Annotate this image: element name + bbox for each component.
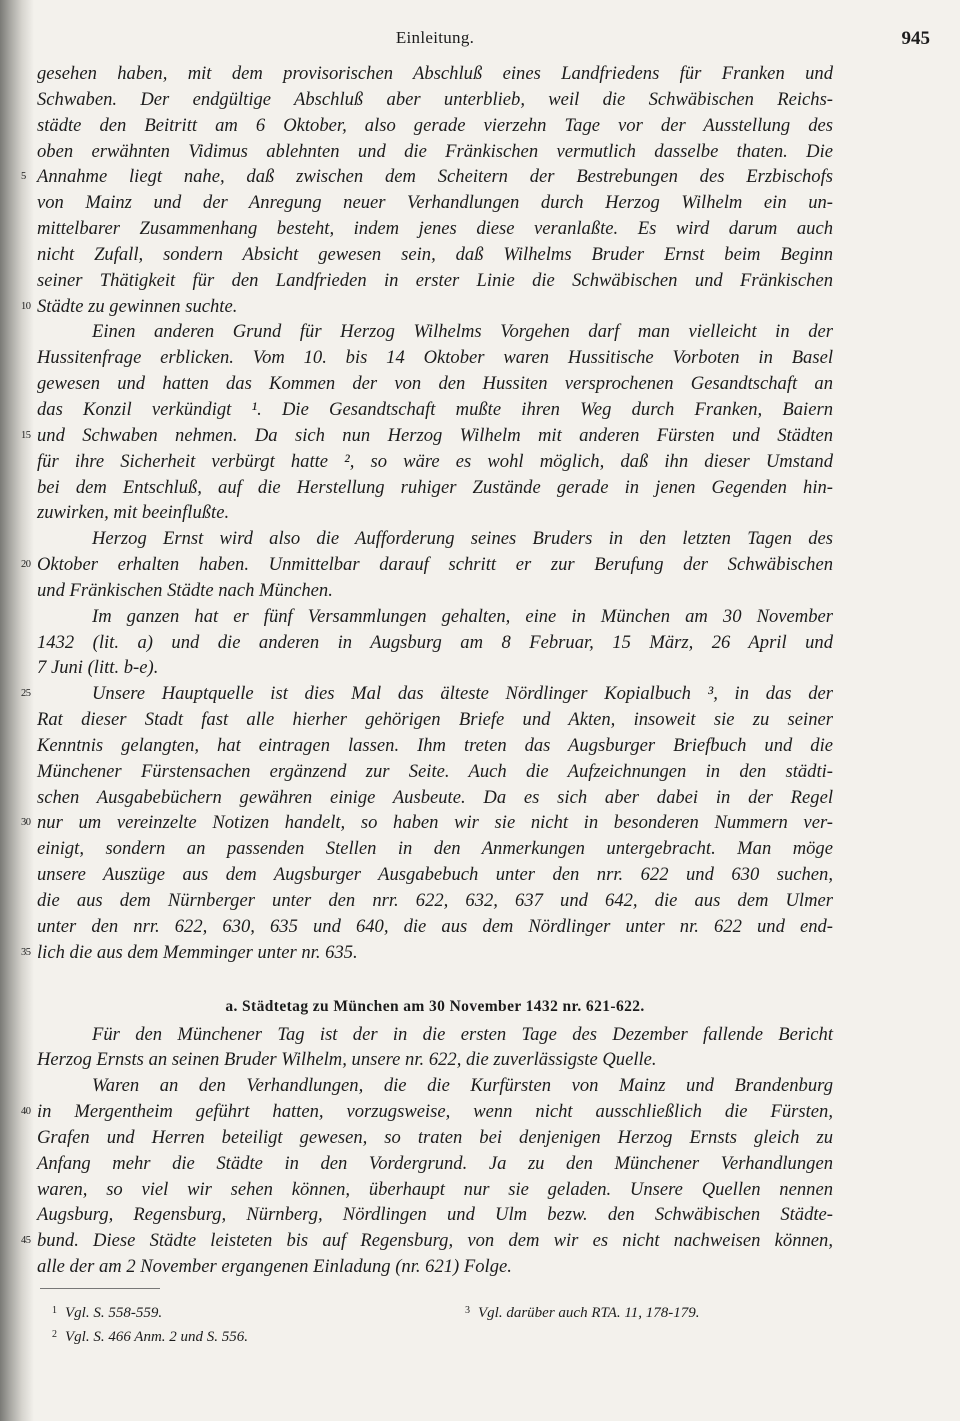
text-line (21, 423, 833, 449)
footnote (52, 1300, 162, 1324)
line-text: gewesen und hatten das Kommen der von den Hussiten versprochenen Gesandtschaft an (37, 373, 833, 395)
text-line (37, 87, 833, 113)
text-line (37, 242, 833, 268)
footnote-text: Vgl. S. 466 Anm. 2 und S. 556. (65, 1329, 249, 1345)
text-line (37, 836, 833, 862)
text-line (37, 707, 833, 733)
text-line (37, 759, 833, 785)
text-line (37, 1022, 833, 1048)
line-text: Städte zu gewinnen suchte. (37, 295, 238, 317)
line-text: die aus dem Nürnberger unter den nrr. 622, 632, 637 und 642, die aus dem Ulmer (37, 890, 833, 911)
text-line (37, 216, 833, 242)
text-line (37, 449, 833, 475)
text-line (21, 1228, 833, 1254)
footnote-mark: 2 (52, 1329, 57, 1340)
text-line (37, 319, 833, 345)
text-line (37, 785, 833, 811)
footnote-mark: 3 (465, 1305, 470, 1316)
line-text: Oktober erhalten haben. Unmittelbar darauf schritt er zur Berufung der Schwäbischen (37, 554, 833, 576)
text-line (37, 1202, 833, 1228)
line-text: mittelbarer Zusammenhang besteht, indem jenes diese veranlaßte. Es wird darum auch (37, 218, 833, 240)
text-line (37, 113, 833, 139)
line-number: 25 (21, 688, 31, 700)
text-line (37, 371, 833, 397)
text-line (37, 268, 833, 294)
text-line (37, 1047, 833, 1073)
line-text: und Fränkischen Städte nach München. (37, 579, 333, 601)
line-text: lich die aus dem Memminger unter nr. 635. (37, 941, 358, 963)
text-line (21, 164, 833, 190)
line-text: unter den nrr. 622, 630, 635 und 640, die aus dem Nördlinger unter nr. 622 und end- (37, 915, 833, 937)
body-text (21, 61, 833, 1280)
text-line (21, 681, 833, 707)
text-line (37, 500, 833, 526)
line-text: Einen anderen Grund für Herzog Wilhelms Vorgehen darf man vielleicht in der (92, 321, 833, 343)
line-text: seiner Thätigkeit für den Landfrieden in erster Linie die Schwäbischen und Fränkischen (37, 269, 833, 291)
line-text: Herzog Ernst wird also die Aufforderung seines Bruders in den letzten Tagen des (92, 528, 833, 550)
line-number: 45 (21, 1235, 31, 1247)
line-text: Schwaben. Der endgültige Abschluß aber unterblieb, weil die Schwäbischen Reichs- (37, 88, 833, 110)
line-text: Augsburg, Regensburg, Nürnberg, Nördlingen und Ulm bezw. den Schwäbischen Städte- (37, 1204, 833, 1226)
text-line (37, 139, 833, 165)
line-text: unsere Auszüge aus dem Augsburger Ausgabebuch unter den nrr. 622 und 630 suchen, (37, 864, 833, 886)
page-binding-shadow (0, 0, 34, 1421)
footnote-mark: 1 (52, 1305, 57, 1316)
footnote (465, 1300, 700, 1324)
line-text: einigt, sondern an passenden Stellen in den Anmerkungen untergebracht. Man möge (37, 838, 833, 860)
line-text: zuwirken, mit beeinflußte. (37, 502, 230, 524)
line-text: Rat dieser Stadt fast alle hierher gehörigen Briefe und Akten, insoweit sie zu seiner (37, 709, 833, 731)
text-line (37, 1254, 833, 1280)
line-text: für ihre Sicherheit verbürgt hatte ², so wäre es wohl möglich, daß ihn dieser Umstand (37, 450, 833, 472)
text-line (37, 345, 833, 371)
line-text: von Mainz und der Anregung neuer Verhandlungen durch Herzog Wilhelm ein un- (37, 192, 833, 214)
line-text: Waren an den Verhandlungen, die die Kurfürsten von Mainz und Brandenburg (92, 1075, 833, 1097)
line-text: schen Ausgabebüchern gewähren einige Ausbeute. Da es sich aber dabei in der Regel (37, 786, 833, 808)
line-text: nur um vereinzelte Notizen handelt, so haben wir sie nicht in besonderen Nummern ver- (37, 812, 833, 834)
text-line (37, 526, 833, 552)
line-number: 15 (21, 429, 31, 441)
section-heading: a. Städtetag zu München am 30 November 1432 nr. 621-622. (225, 997, 645, 1015)
body-block-section-a (21, 1022, 833, 1280)
line-number: 5 (21, 171, 26, 183)
line-text: Annahme liegt nahe, daß zwischen dem Scheitern der Bestrebungen des Erzbischofs (37, 166, 833, 188)
line-number: 20 (21, 559, 31, 571)
line-text: Münchener Fürstensachen ergänzend zur Seite. Auch die Aufzeichnungen in den städti- (37, 760, 833, 782)
line-number: 10 (21, 300, 31, 312)
line-text: waren, so viel wir sehen können, überhaupt nur sie geladen. Unsere Quellen nennen (37, 1178, 833, 1200)
line-text: und Schwaben nehmen. Da sich nun Herzog Wilhelm mit anderen Fürsten und Städten (37, 424, 833, 446)
page-number: 945 (901, 28, 930, 49)
footnote-text: Vgl. darüber auch RTA. 11, 178-179. (478, 1305, 700, 1321)
text-line (37, 61, 833, 87)
text-line (37, 1151, 833, 1177)
line-text: Herzog Ernsts an seinen Bruder Wilhelm, unsere nr. 622, die zuverlässigste Quelle. (37, 1049, 657, 1071)
text-line (21, 294, 833, 320)
line-text: Für den Münchener Tag ist der in die ersten Tage des Dezember fallende Bericht (92, 1023, 833, 1045)
body-block-introduction (21, 61, 833, 966)
line-text: Hussitenfrage erblicken. Vom 10. bis 14 Oktober waren Hussitische Vorboten in Basel (37, 347, 833, 369)
text-line (37, 604, 833, 630)
running-title: Einleitung. (395, 28, 475, 47)
line-number: 30 (21, 817, 31, 829)
line-text: 7 Juni (litt. b-e). (37, 657, 159, 679)
text-line (21, 940, 833, 966)
text-line (37, 655, 833, 681)
text-line (37, 475, 833, 501)
text-line (21, 810, 833, 836)
line-text: alle der am 2 November ergangenen Einladung (nr. 621) Folge. (37, 1256, 512, 1278)
line-number: 35 (21, 946, 31, 958)
text-line (37, 190, 833, 216)
text-line (37, 862, 833, 888)
line-number: 40 (21, 1106, 31, 1118)
line-text: das Konzil verkündigt ¹. Die Gesandtschaft mußte ihren Weg durch Franken, Baiern (37, 398, 833, 420)
text-line (21, 552, 833, 578)
line-text: bund. Diese Städte leisteten bis auf Regensburg, von dem wir es nicht nachweisen können, (37, 1230, 833, 1252)
text-line (37, 733, 833, 759)
line-text: Unsere Hauptquelle ist dies Mal das älteste Nördlinger Kopialbuch ³, in das der (92, 683, 833, 705)
line-text: Kenntnis gelangten, hat eintragen lassen. Ihm treten das Augsburger Briefbuch und die (37, 734, 833, 756)
line-text: Im ganzen hat er fünf Versammlungen gehalten, eine in München am 30 November (92, 605, 833, 627)
line-text: städte den Beitritt am 6 Oktober, also gerade vierzehn Tage vor der Ausstellung des (37, 114, 833, 136)
text-line (37, 1177, 833, 1203)
text-line (37, 888, 833, 914)
text-line (21, 1099, 833, 1125)
footnote (52, 1324, 248, 1348)
text-line (37, 1125, 833, 1151)
text-line (37, 397, 833, 423)
line-text: Anfang mehr die Städte in den Vordergrund. Ja zu den Münchener Verhandlungen (37, 1152, 833, 1174)
line-text: oben erwähnten Vidimus ablehnten und die Fränkischen vermutlich dasselbe thaten. Die (37, 140, 833, 162)
text-line (37, 1073, 833, 1099)
line-text: 1432 (lit. a) und die anderen in Augsburg am 8 Februar, 15 März, 26 April und (37, 631, 833, 653)
line-text: in Mergentheim geführt hatten, vorzugsweise, wenn nicht ausschließlich die Fürsten, (37, 1101, 833, 1123)
text-line (37, 578, 833, 604)
text-line (37, 630, 833, 656)
page-header (36, 28, 930, 52)
section-gap (37, 966, 833, 992)
footnote-rule (40, 1288, 160, 1289)
text-line (37, 914, 833, 940)
footnote-text: Vgl. S. 558-559. (65, 1305, 163, 1321)
line-text: bei dem Entschluß, auf die Herstellung ruhiger Zustände gerade in jenen Gegenden hin- (37, 476, 833, 498)
line-text: gesehen haben, mit dem provisorischen Abschluß eines Landfriedens für Franken und (37, 63, 833, 84)
line-text: nicht Zufall, sondern Absicht gewesen sein, daß Wilhelms Bruder Ernst beim Beginn (37, 243, 833, 265)
line-text: Grafen und Herren beteiligt gewesen, so traten bei denjenigen Herzog Ernsts gleich zu (37, 1126, 833, 1148)
